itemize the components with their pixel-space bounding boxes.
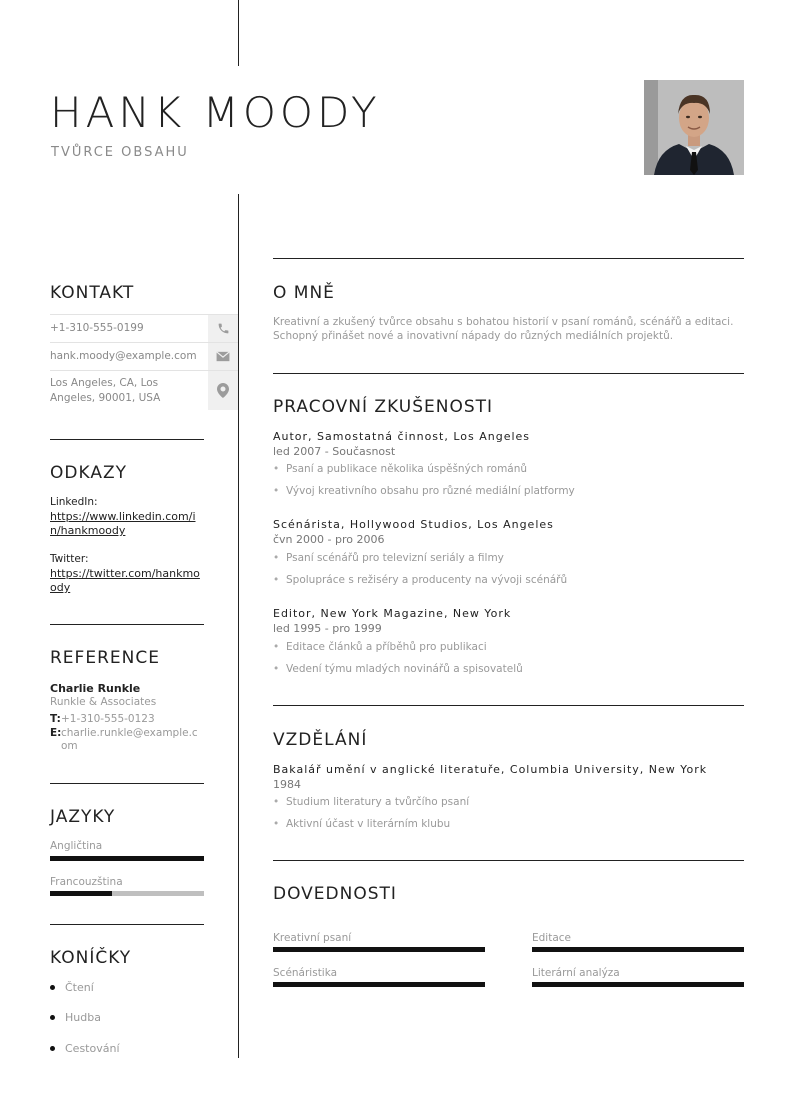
experience-heading: PRACOVNÍ ZKUŠENOSTI <box>273 397 494 417</box>
reference-email-label: E: <box>50 727 62 739</box>
language-level-bar <box>50 891 204 896</box>
bullet-icon: • <box>273 796 280 808</box>
skill-level-fill <box>273 982 485 987</box>
education-heading: VZDĚLÁNÍ <box>273 730 368 750</box>
list-item <box>273 663 523 675</box>
links-heading: ODKAZY <box>50 463 127 483</box>
bullet-icon: • <box>273 463 280 475</box>
sidebar-divider <box>50 924 204 925</box>
skill-level-fill <box>532 982 744 987</box>
bullet-text: Psaní scénářů pro televizní seriály a filmy <box>286 552 504 564</box>
contact-email[interactable]: hank.moody@example.com <box>50 350 197 362</box>
bullet-text: Psaní a publikace několika úspěšných románů <box>286 463 528 475</box>
contact-heading: KONTAKT <box>50 283 135 303</box>
bullet-icon: • <box>273 641 280 653</box>
section-divider <box>273 373 744 374</box>
bullet-text: Vedení týmu mladých novinářů a spisovatelů <box>286 663 523 675</box>
degree-date: 1984 <box>273 778 301 791</box>
twitter-label: Twitter: <box>50 553 89 565</box>
contact-address-row <box>50 370 238 410</box>
profile-photo <box>644 80 744 175</box>
bullet-icon: • <box>273 574 280 586</box>
skill-level-fill <box>273 947 485 952</box>
hobby-label: Hudba <box>65 1011 101 1024</box>
reference-phone[interactable]: +1-310-555-0123 <box>61 713 155 725</box>
hobby-label: Čtení <box>65 981 94 994</box>
sidebar-divider <box>50 439 204 440</box>
skill-level-bar <box>532 947 744 952</box>
list-item <box>273 485 575 497</box>
bullet-text: Studium literatury a tvůrčího psaní <box>286 796 470 808</box>
phone-icon <box>208 315 238 342</box>
reference-email[interactable]: charlie.runkle@example.com <box>61 727 198 752</box>
contact-email-row <box>50 342 238 370</box>
list-item <box>273 463 527 475</box>
skill-name: Editace <box>532 932 572 944</box>
section-divider <box>273 860 744 861</box>
job-title: Editor, New York Magazine, New York <box>273 607 512 620</box>
job-date: led 2007 - Současnost <box>273 445 396 458</box>
linkedin-label: LinkedIn: <box>50 496 98 508</box>
bullet-text: Aktivní účast v literárním klubu <box>286 818 451 830</box>
candidate-name: HANK MOODY <box>50 88 381 137</box>
degree-title: Bakalář umění v anglické literatuře, Columbia University, New York <box>273 763 708 776</box>
list-item <box>273 641 487 653</box>
skill-level-bar <box>273 982 485 987</box>
languages-heading: JAZYKY <box>50 807 116 827</box>
candidate-title: TVŮRCE OBSAHU <box>51 145 189 160</box>
reference-heading: REFERENCE <box>50 648 160 668</box>
about-heading: O MNĚ <box>273 283 335 303</box>
sidebar-divider <box>50 783 204 784</box>
linkedin-link[interactable]: https://www.linkedin.com/in/hankmoody <box>50 510 196 537</box>
hobby-label: Cestování <box>65 1042 120 1055</box>
twitter-link[interactable]: https://twitter.com/hankmoody <box>50 567 200 594</box>
list-item <box>50 981 94 994</box>
bullet-dot-icon <box>50 985 55 990</box>
bullet-dot-icon <box>50 1046 55 1051</box>
bullet-icon: • <box>273 485 280 497</box>
envelope-icon <box>208 343 238 370</box>
hobbies-heading: KONÍČKY <box>50 948 132 968</box>
bullet-icon: • <box>273 663 280 675</box>
skill-level-fill <box>532 947 744 952</box>
about-text: Kreativní a zkušený tvůrce obsahu s bohatou historií v psaní románů, scénářů a editaci. Schopný přinášet nové a inovativní nápady do různých mediálních projektů. <box>273 316 734 342</box>
bullet-text: Spolupráce s režiséry a producenty na vývoji scénářů <box>286 574 568 586</box>
bullet-icon: • <box>273 552 280 564</box>
job-date: čvn 2000 - pro 2006 <box>273 533 385 546</box>
contact-phone[interactable]: +1-310-555-0199 <box>50 322 144 334</box>
list-item <box>273 574 567 586</box>
bullet-text: Editace článků a příběhů pro publikaci <box>286 641 487 653</box>
list-item <box>273 818 450 830</box>
list-item <box>50 1042 120 1055</box>
job-date: led 1995 - pro 1999 <box>273 622 382 635</box>
divider-top <box>238 0 239 66</box>
skill-name: Kreativní psaní <box>273 932 352 944</box>
list-item <box>273 796 469 808</box>
contact-phone-row <box>50 314 238 342</box>
sidebar-divider <box>50 624 204 625</box>
skill-name: Literární analýza <box>532 967 620 979</box>
reference-email-line <box>50 727 204 753</box>
section-divider <box>273 705 744 706</box>
bullet-icon: • <box>273 818 280 830</box>
language-level-bar <box>50 856 204 861</box>
divider-column <box>238 194 239 1058</box>
reference-name: Charlie Runkle <box>50 682 141 695</box>
section-divider <box>273 258 744 259</box>
job-title: Autor, Samostatná činnost, Los Angeles <box>273 430 531 443</box>
language-level-fill <box>50 856 204 861</box>
language-name: Angličtina <box>50 840 103 852</box>
skills-heading: DOVEDNOSTI <box>273 884 397 904</box>
language-level-fill <box>50 891 112 896</box>
list-item <box>50 1011 101 1024</box>
bullet-text: Vývoj kreativního obsahu pro různé mediální platformy <box>286 485 575 497</box>
location-pin-icon <box>208 371 238 410</box>
skill-level-bar <box>532 982 744 987</box>
bullet-dot-icon <box>50 1015 55 1020</box>
contact-address: Los Angeles, CA, Los Angeles, 90001, USA <box>50 377 161 404</box>
reference-phone-label: T: <box>50 713 61 725</box>
skill-level-bar <box>273 947 485 952</box>
list-item <box>273 552 504 564</box>
reference-company: Runkle & Associates <box>50 696 157 708</box>
skill-name: Scénáristika <box>273 967 338 979</box>
job-title: Scénárista, Hollywood Studios, Los Angeles <box>273 518 554 531</box>
reference-phone-line <box>50 713 204 726</box>
language-name: Francouzština <box>50 876 123 888</box>
